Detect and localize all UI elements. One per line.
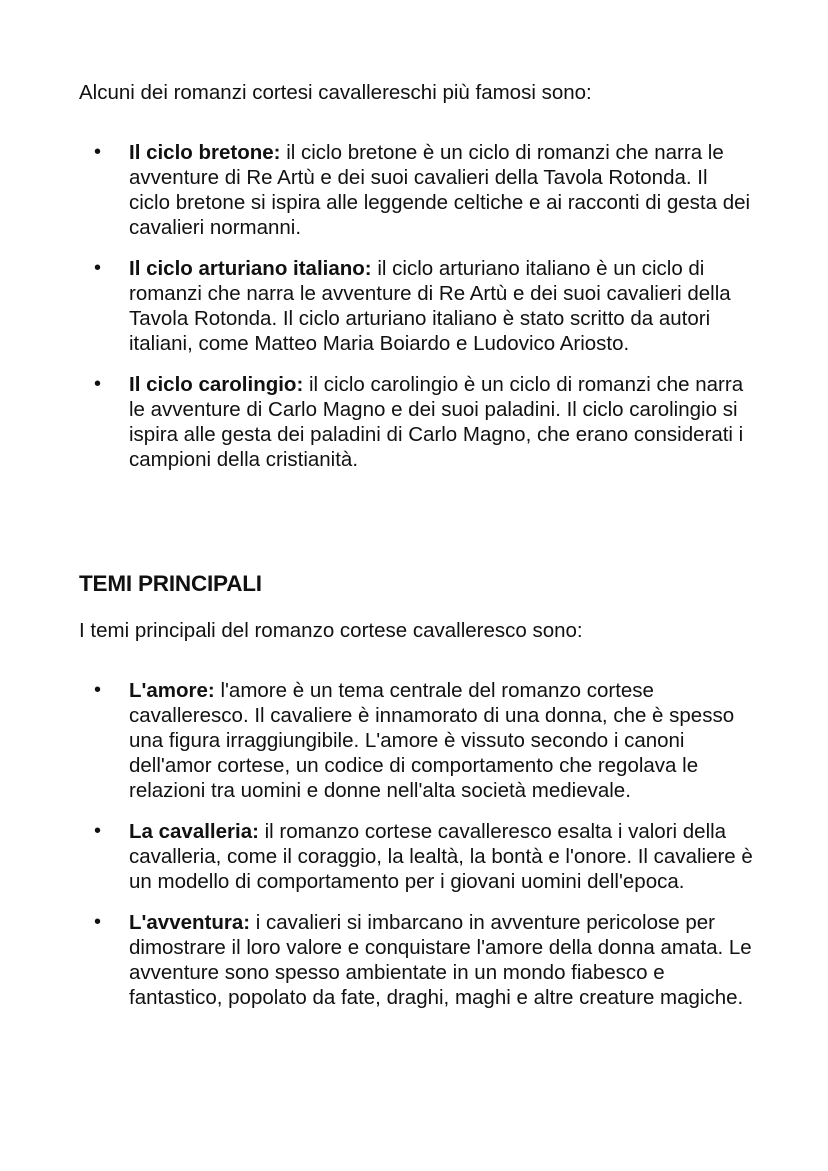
section-heading-temi: TEMI PRINCIPALI	[79, 571, 262, 596]
bullet-marker: •	[94, 257, 102, 279]
list-item-ciclo-arturiano	[0, 256, 754, 356]
item-term: Il ciclo arturiano italiano:	[129, 257, 372, 280]
item-term: Il ciclo bretone:	[129, 141, 281, 164]
bullet-marker: •	[94, 141, 102, 163]
item-text: il romanzo cortese cavalleresco esalta i valori della cavalleria, come il coraggio, la lealtà, la bontà e l'onore. Il cavaliere è un modello di comportamento per i giovani uomini dell'epoca.	[129, 820, 753, 893]
item-text: l'amore è un tema centrale del romanzo cortese cavalleresco. Il cavaliere è innamorato di una donna, che è spesso una figura irraggiungibile. L'amore è vissuto secondo i canoni dell'amor cortese, un codice di comportamento che regolava le relazioni tra uomini e donne nell'alta società medievale.	[129, 679, 735, 802]
list-item-ciclo-carolingio	[0, 372, 754, 472]
bullet-marker: •	[94, 373, 102, 395]
list-romanzi	[0, 140, 828, 488]
item-text: il ciclo bretone è un ciclo di romanzi che narra le avventure di Re Artù e dei suoi cavalieri della Tavola Rotonda. Il ciclo bretone si ispira alle leggende celtiche e ai racconti di gesta dei cavalieri normanni.	[129, 141, 751, 239]
list-item-ciclo-bretone	[0, 140, 754, 240]
item-text: i cavalieri si imbarcano in avventure pericolose per dimostrare il loro valore e conquistare l'amore della donna amata. Le avventure sono spesso ambientate in un mondo fiabesco e fantastico, popolato da fate, draghi, maghi e altre creature magiche.	[129, 911, 752, 1009]
bullet-marker: •	[94, 820, 102, 842]
list-item-avventura	[0, 910, 754, 1010]
intro-paragraph-temi: I temi principali del romanzo cortese cavalleresco sono:	[79, 619, 583, 642]
bullet-marker: •	[94, 911, 102, 933]
intro-paragraph-romanzi: Alcuni dei romanzi cortesi cavallereschi più famosi sono:	[79, 81, 592, 104]
item-text: il ciclo arturiano italiano è un ciclo di romanzi che narra le avventure di Re Artù e dei suoi cavalieri della Tavola Rotonda. Il ciclo arturiano italiano è stato scritto da autori italiani, come Matteo Maria Boiardo e Ludovico Ariosto.	[129, 257, 731, 355]
item-text: il ciclo carolingio è un ciclo di romanzi che narra le avventure di Carlo Magno e dei suoi paladini. Il ciclo carolingio si ispira alle gesta dei paladini di Carlo Magno, che erano considerati i campioni della cristianità.	[129, 373, 744, 471]
item-term: L'avventura:	[129, 911, 251, 934]
list-item-amore	[0, 678, 754, 803]
bullet-marker: •	[94, 679, 102, 701]
list-item-cavalleria	[0, 819, 754, 894]
item-term: L'amore:	[129, 679, 215, 702]
list-temi	[0, 678, 828, 1026]
item-term: La cavalleria:	[129, 820, 259, 843]
item-term: Il ciclo carolingio:	[129, 373, 304, 396]
